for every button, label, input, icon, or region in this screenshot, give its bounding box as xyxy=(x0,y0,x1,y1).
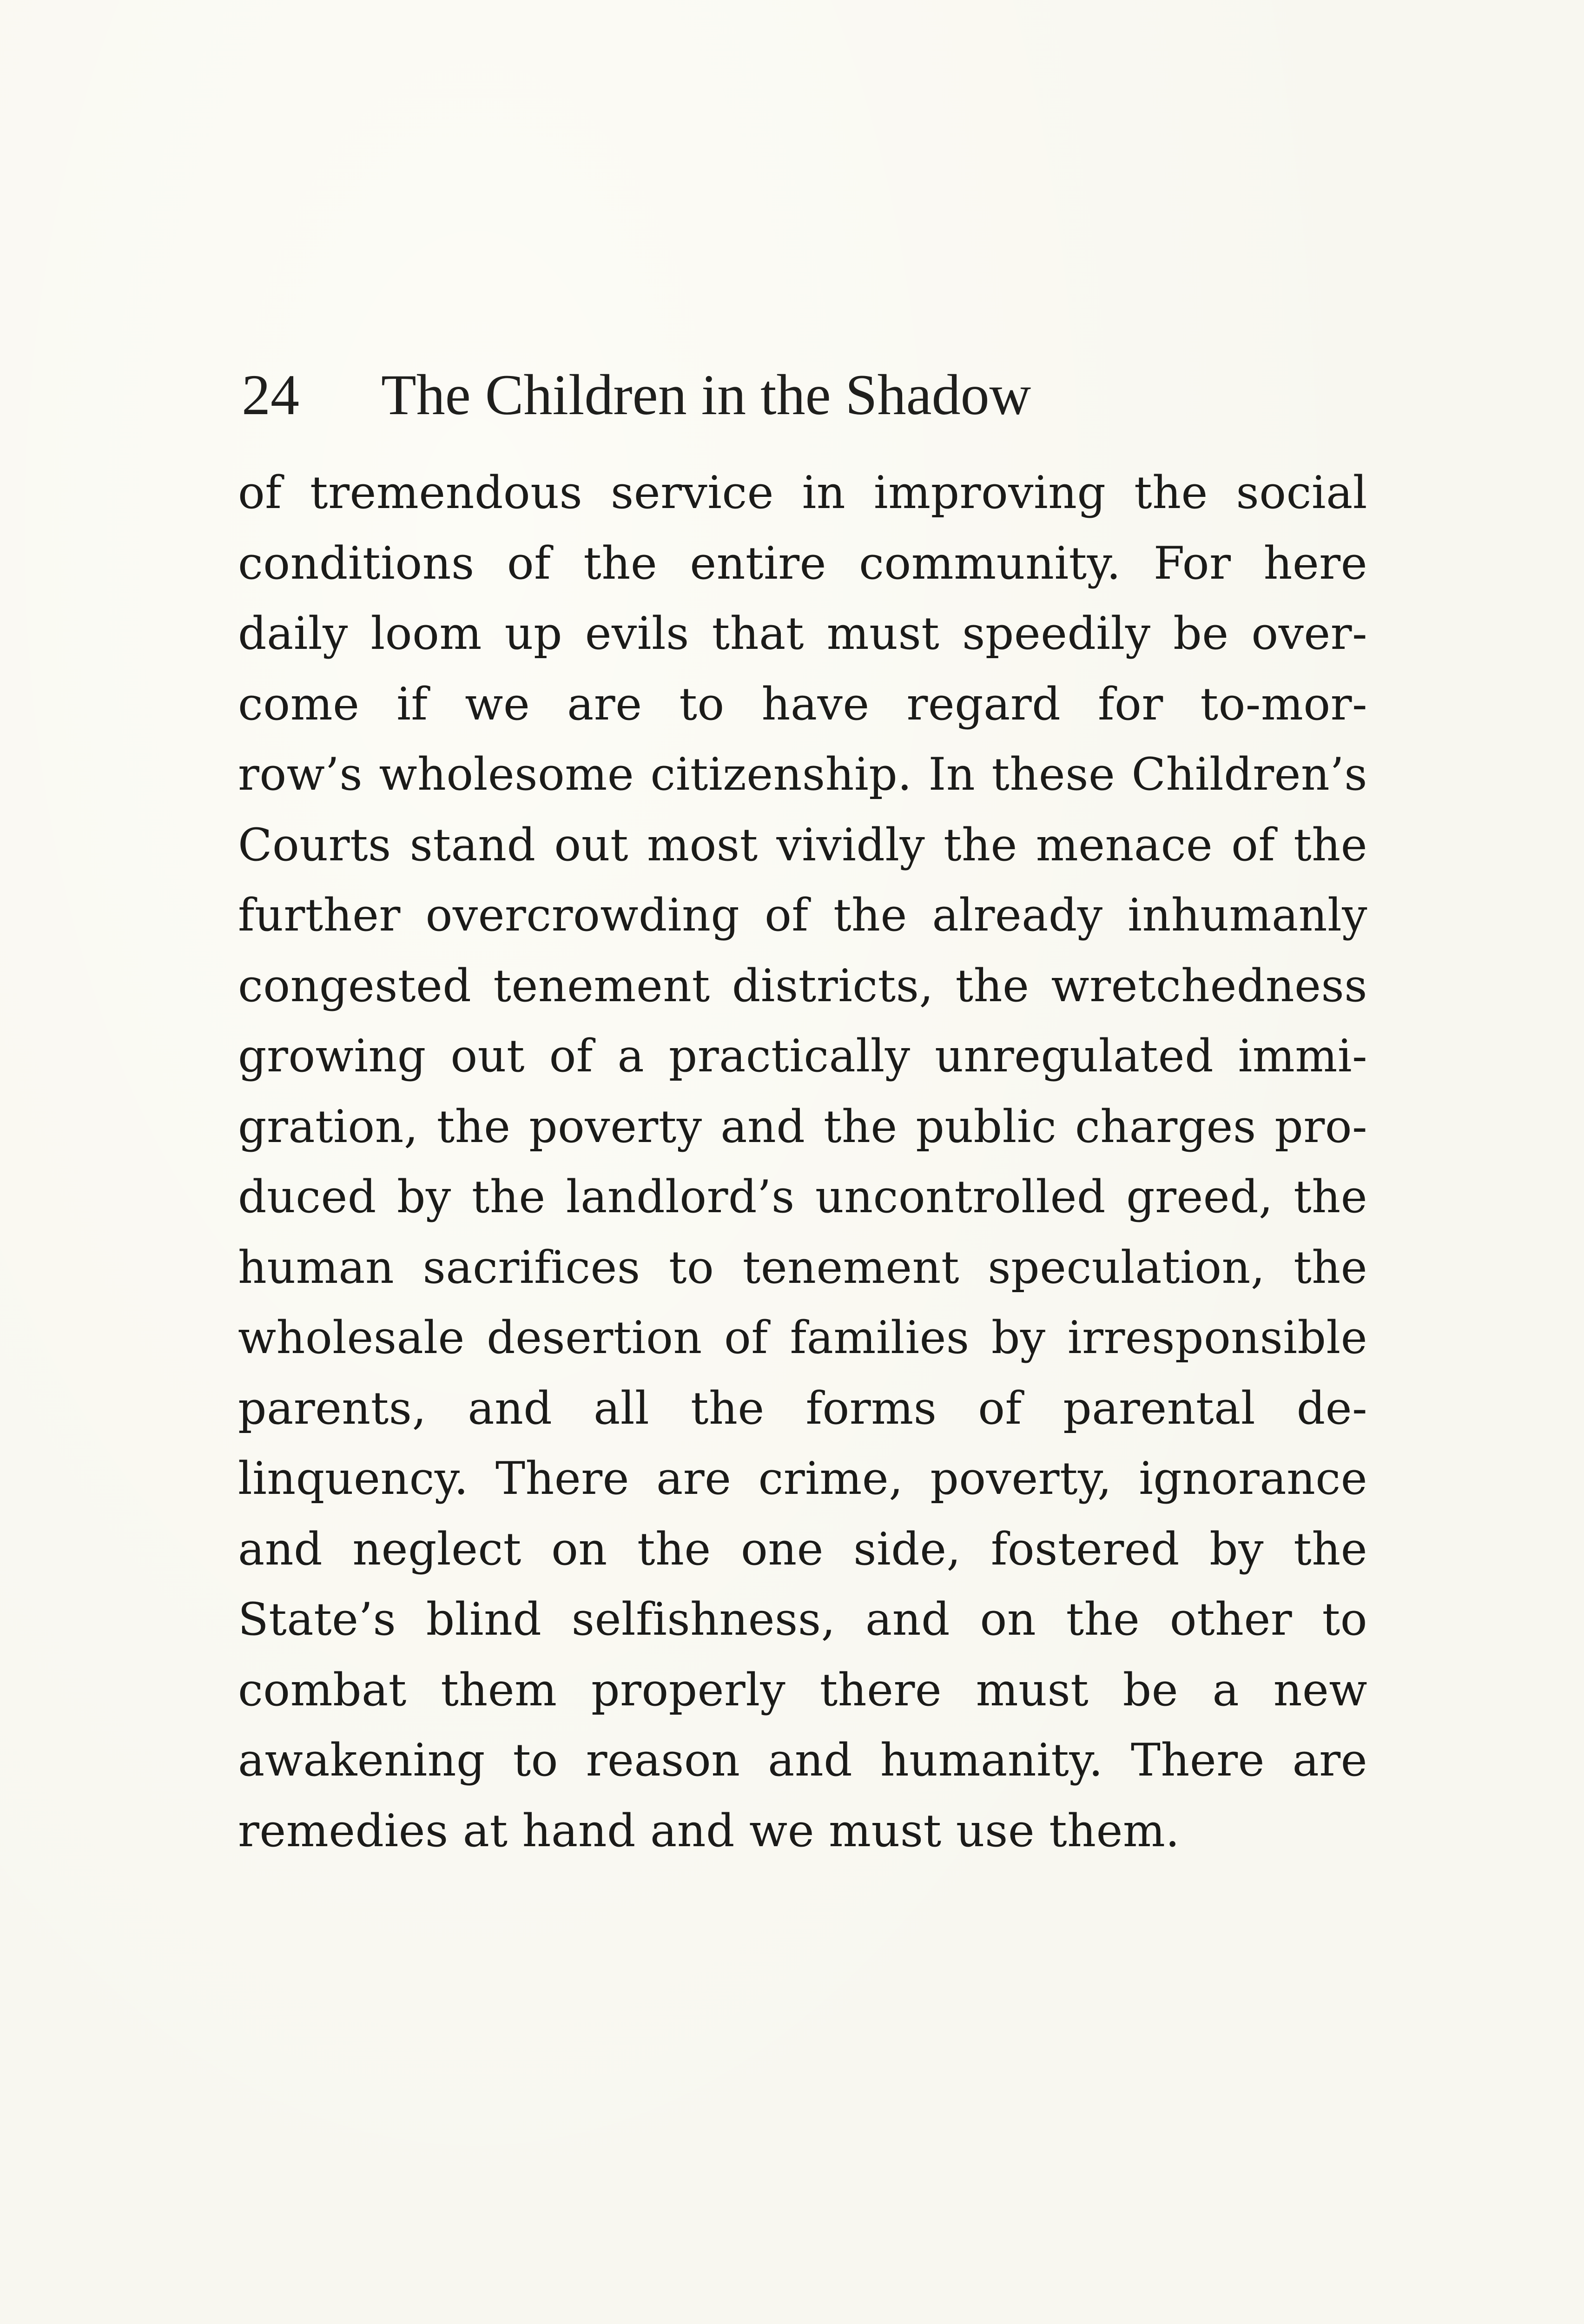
text-line: congested tenement districts, the wretchedness xyxy=(238,959,1367,1012)
text-line: duced by the landlord’s uncontrolled greed, the xyxy=(238,1171,1367,1223)
page-number: 24 xyxy=(242,363,299,427)
text-line: combat them properly there must be a new xyxy=(238,1664,1367,1716)
text-line: wholesale desertion of families by irresponsible xyxy=(238,1312,1367,1364)
running-head xyxy=(242,358,1366,432)
text-line: awakening to reason and humanity. There are xyxy=(238,1734,1367,1786)
text-line: come if we are to have regard for to-mor- xyxy=(238,678,1367,730)
running-title: The Children in the Shadow xyxy=(381,363,1031,427)
text-line: linquency. There are crime, poverty, ignorance xyxy=(238,1452,1367,1505)
text-line: parents, and all the forms of parental de- xyxy=(238,1382,1367,1434)
text-line: Courts stand out most vividly the menace of the xyxy=(238,819,1367,871)
body-text xyxy=(238,458,1367,1866)
text-line: row’s wholesome citizenship. In these Children’s xyxy=(238,748,1367,800)
text-line: growing out of a practically unregulated immi- xyxy=(238,1030,1367,1082)
text-line: further overcrowding of the already inhumanly xyxy=(238,889,1367,941)
text-line: daily loom up evils that must speedily be over- xyxy=(238,607,1367,660)
text-line: remedies at hand and we must use them. xyxy=(238,1804,1180,1857)
text-line: of tremendous service in improving the social xyxy=(238,467,1367,519)
text-line: human sacrifices to tenement speculation, the xyxy=(238,1241,1367,1294)
text-line: and neglect on the one side, fostered by the xyxy=(238,1523,1367,1575)
text-line: State’s blind selfishness, and on the other to xyxy=(238,1593,1367,1645)
text-line: conditions of the entire community. For here xyxy=(238,537,1367,589)
text-line: gration, the poverty and the public charges pro- xyxy=(238,1100,1367,1153)
